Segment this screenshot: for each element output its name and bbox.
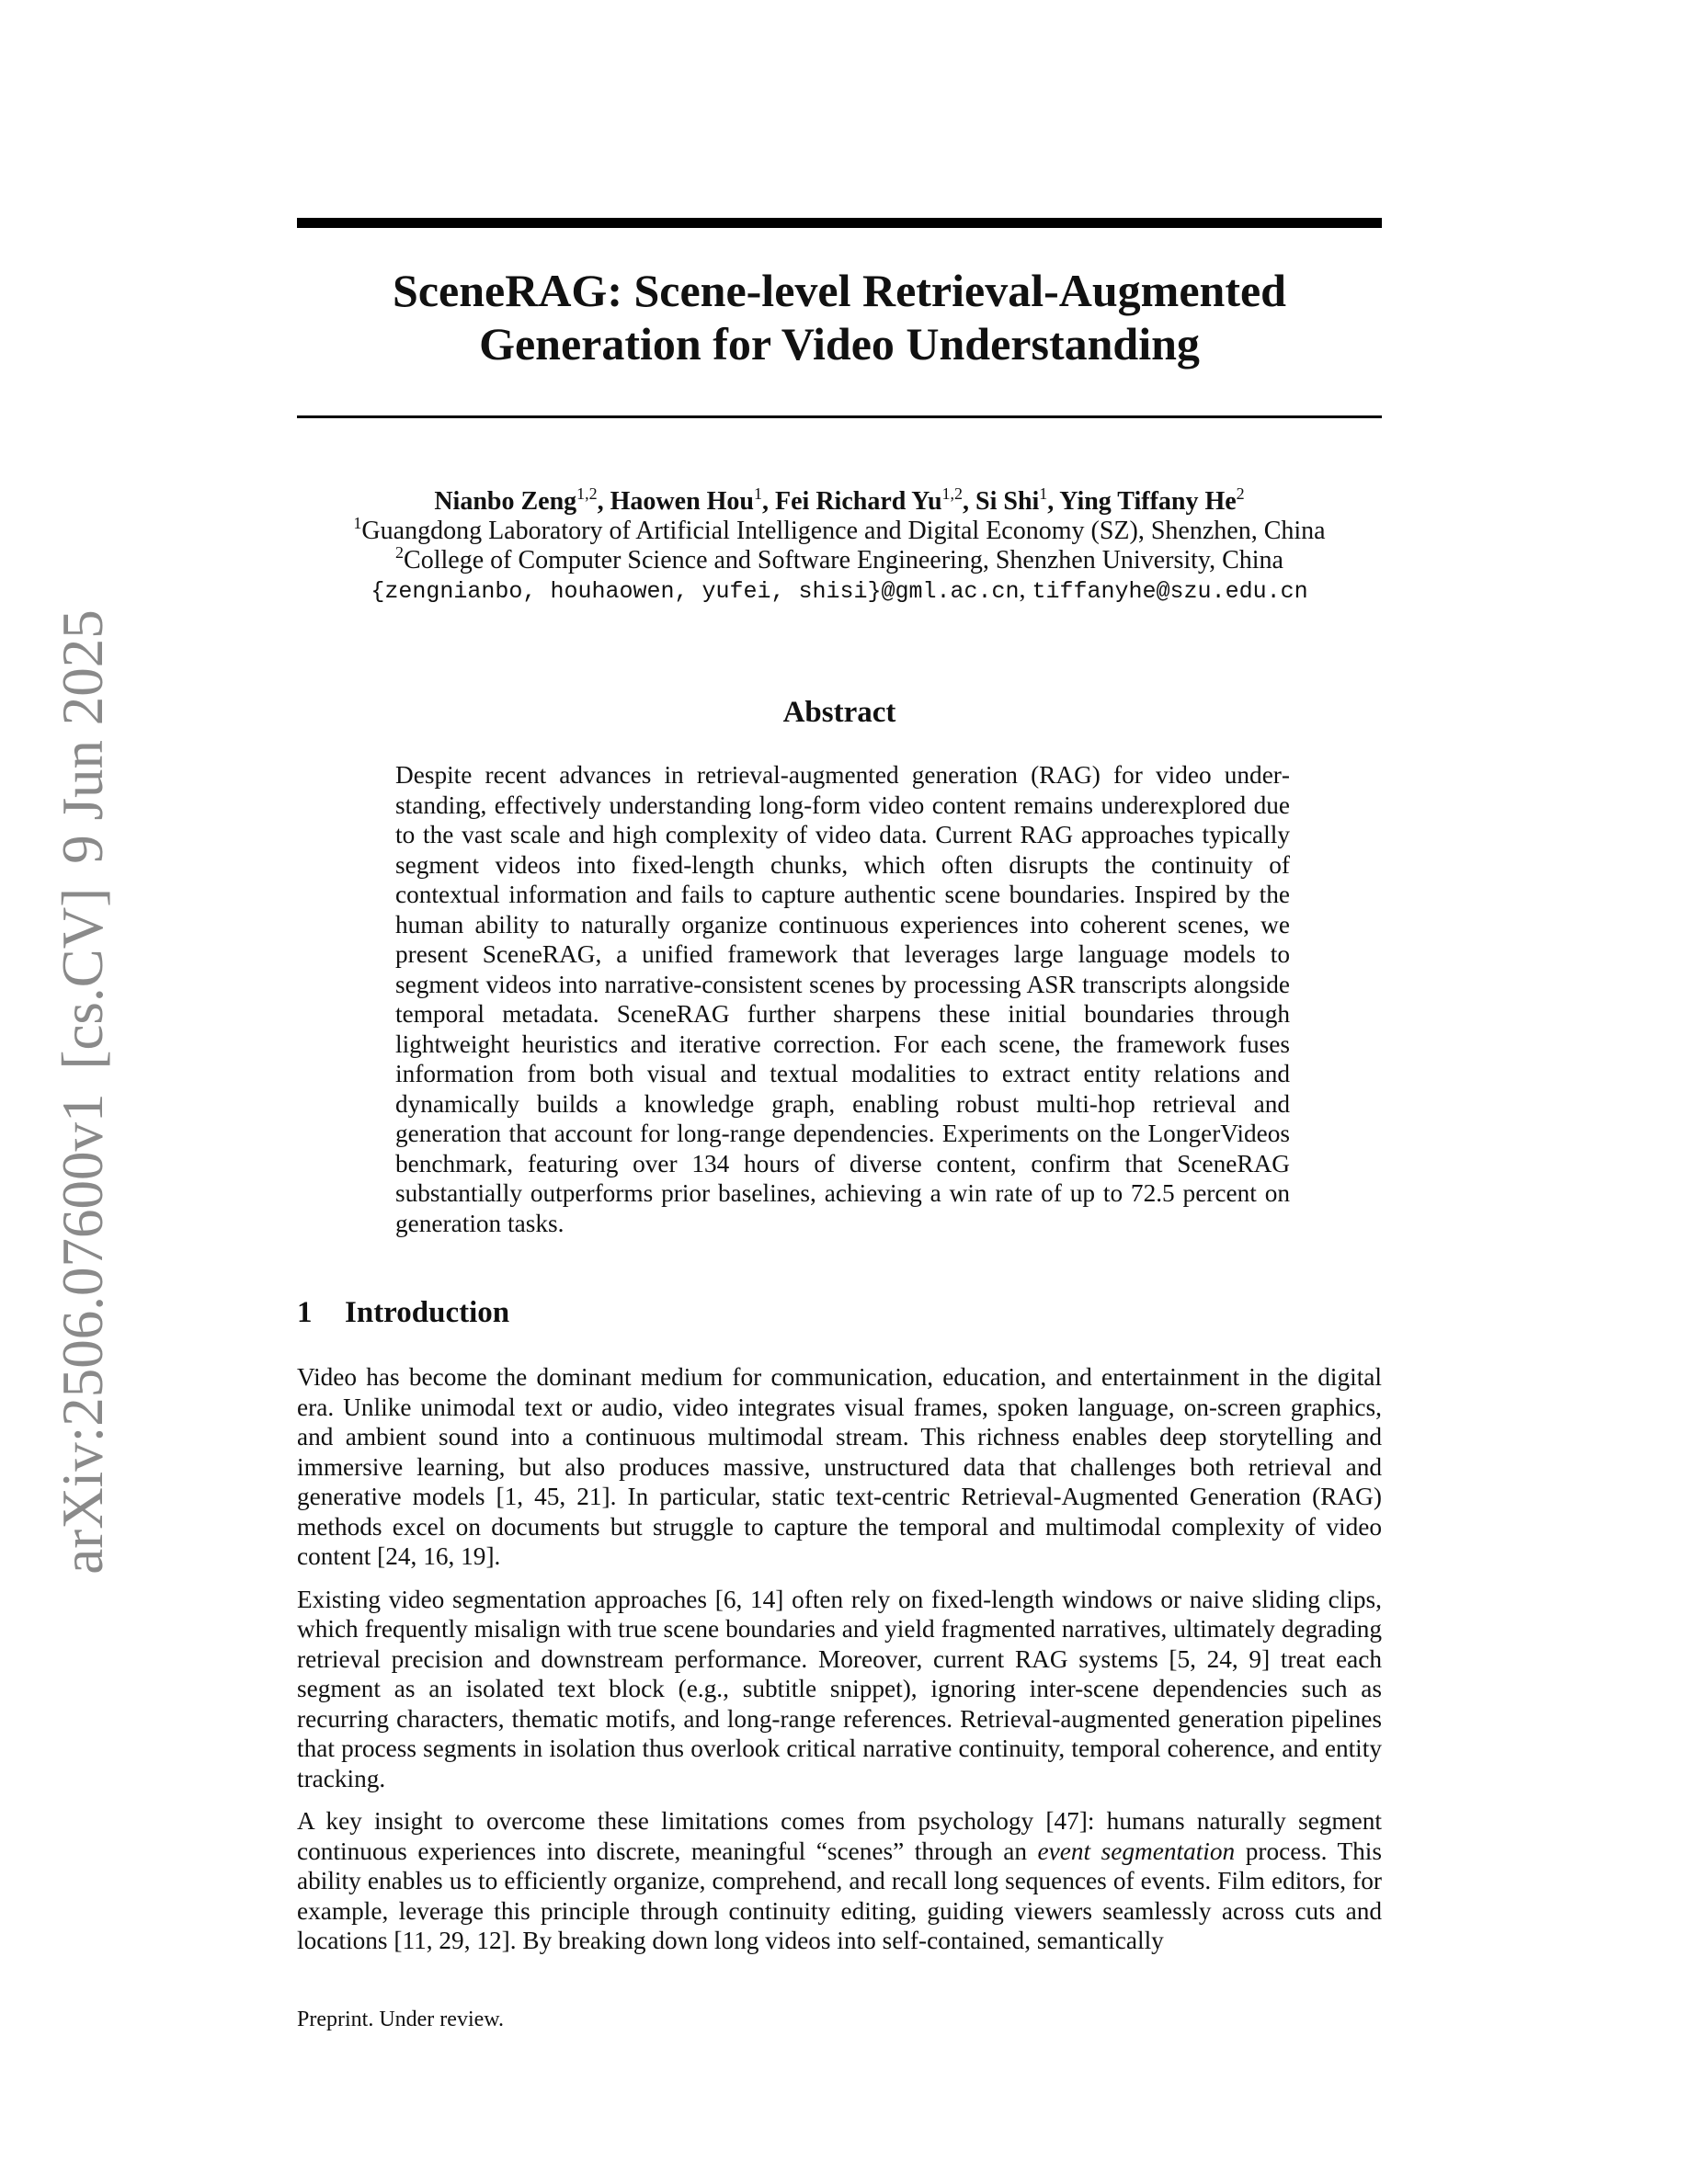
- section-number: 1: [297, 1296, 313, 1329]
- section-heading: [297, 1294, 1382, 1331]
- abstract-text: Despite recent advances in retrieval-augmented generation (RAG) for video understanding, effectively understanding long-form video content remains underexplored due to the vast scale and high complexity of video data. Current RAG approaches typically segment videos into fixed-length chunks, which often disrupts the continuity of contextual information and fails to capture authentic scene boundaries. Inspired by the human ability to naturally organize continuous experiences into coherent scenes, we present SceneRAG, a unified framework that leverages large language models to segment videos into narrative-consistent scenes by processing ASR transcripts alongside temporal metadata. SceneRAG further sharpens these initial boundaries through lightweight heuristics and iterative correction. For each scene, the framework fuses information from both visual and textual modalities to extract entity relations and dynamically builds a knowledge graph, enabling robust multi-hop retrieval and generation that account for long-range dependencies. Experiments on the LongerVideos benchmark, featuring over 134 hours of diverse content, confirm that SceneRAG substantially outperforms prior baselines, achieving a win rate of up to 72.5 percent on generation tasks.: [395, 761, 1290, 1237]
- arxiv-id: arXiv:2506.07600v1: [51, 1093, 115, 1575]
- paper-title: [297, 264, 1382, 370]
- paragraph-1: Video has become the dominant medium for communication, education, and entertainment in the digital era. Unlike unimodal text or audio, video integrates visual frames, spoken language, on-screen graphics, and ambient sound into a continuous multimodal stream. This richness enables deep storytelling and immersive learning, but also produces massive, unstructured data that challenges both retrieval and generative models [1, 45, 21]. In particular, static text-centric Retrieval-Augmented Generation (RAG) methods excel on documents but struggle to capture the temporal and multimodal complexity of video content [24, 16, 19].: [297, 1363, 1382, 1570]
- author-block: [297, 484, 1382, 607]
- author: Fei Richard Yu$^{1,2}$,: [775, 484, 976, 516]
- author: Si Shi$^1$,: [975, 484, 1060, 516]
- affiliation-1: $^1$Guangdong Laboratory of Artificial Intelligence and Digital Economy (SZ), Shenzhen, China: [353, 514, 1326, 545]
- arxiv-date: 9 Jun 2025: [51, 609, 115, 864]
- author: Ying Tiffany He$^2$: [1059, 484, 1245, 516]
- affiliation-2: $^2$College of Computer Science and Software Engineering, Shenzhen University, China: [395, 543, 1283, 574]
- title-rule-top: [297, 218, 1382, 228]
- email-single[interactable]: tiffanyhe@szu.edu.cn: [1032, 578, 1308, 605]
- paragraph-2: Existing video segmentation approaches [6, 14] often rely on fixed-length windows or naive sliding clips, which frequently misalign with true scene boundaries and yield fragmented narratives, ultimately degrading retrieval precision and downstream performance. Moreover, current RAG systems [5, 24, 9] treat each segment as an isolated text block (e.g., subtitle snippet), ignoring inter-scene dependencies such as recurring characters, thematic motifs, and long-range references. Retrieval-augmented generation pipelines that process segments in isolation thus overlook critical narrative continuity, temporal coherence, and entity tracking.: [297, 1585, 1382, 1792]
- email-group[interactable]: {zengnianbo, houhaowen, yufei, shisi}@gml.ac.cn: [371, 578, 1020, 605]
- arxiv-category: [cs.CV]: [51, 887, 115, 1070]
- paragraph-3: A key insight to overcome these limitations comes from psychology [47]: humans naturally segment continuous experiences into discrete, meaningful “scenes” through an event segmentation process. This ability enables us to efficiently organize, comprehend, and recall long sequences of events. Film editors, for example, leverage this principle through continuity editing, guiding viewers seamlessly across cuts and locations [11, 29, 12]. By breaking down long videos into self-contained, semantically: [297, 1807, 1382, 1954]
- title-rule-bottom: [297, 415, 1382, 418]
- section-title: Introduction: [345, 1296, 510, 1329]
- title-line-2: Generation for Video Understanding: [479, 318, 1200, 370]
- author-list: [297, 484, 1382, 517]
- author: Haowen Hou$^1$,: [610, 484, 776, 516]
- emphasis-event-segmentation: event segmentation: [1037, 1837, 1236, 1865]
- introduction-body: [297, 1362, 1382, 1969]
- author: Nianbo Zeng$^{1,2}$,: [434, 484, 610, 516]
- arxiv-stamp: [51, 609, 115, 1574]
- abstract-heading: Abstract: [782, 696, 896, 729]
- footer-note: Preprint. Under review.: [297, 2008, 505, 2031]
- title-line-1: SceneRAG: Scene-level Retrieval-Augmented: [393, 265, 1286, 316]
- author-emails: {zengnianbo, houhaowen, yufei, shisi}@gml.ac.cn, tiffanyhe@szu.edu.cn: [371, 575, 1308, 605]
